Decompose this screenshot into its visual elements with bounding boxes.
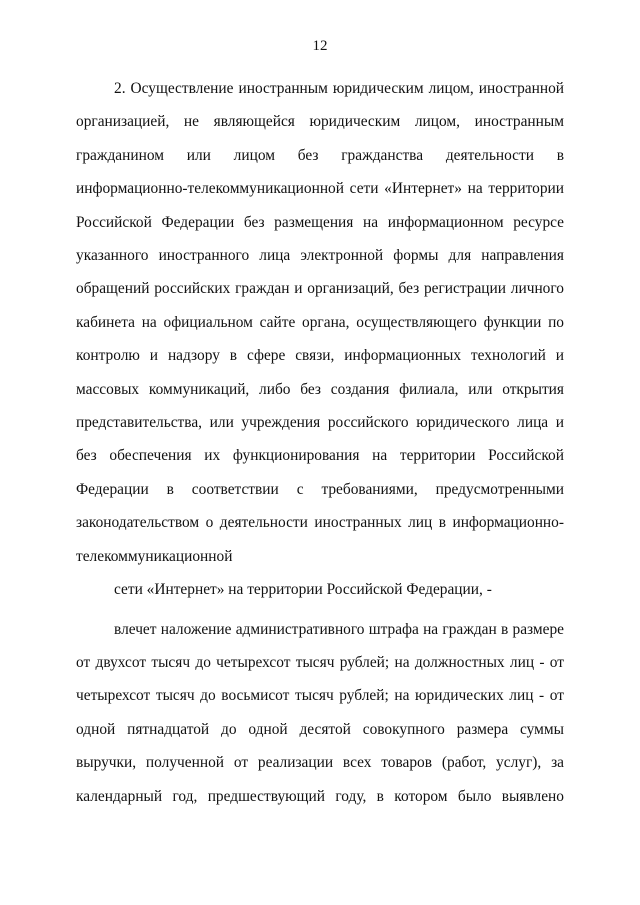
- paragraph-text: 2. Осуществление иностранным юридическим лицом, иностранной организацией, не являющейся юридическим лицом, иностранным гражданином или лицом без гражданства деятельности в информационно-телекоммуникационной сети «Интернет» на территории Российской Федерации без размещения на информационном ресурсе указанного иностранного лица электронной формы для направления обращений российских граждан и организаций, без регистрации личного кабинета на официальном сайте органа, осуществляющего функции по контролю и надзору в сфере связи, информационных технологий и массовых коммуникаций, либо без создания филиала, или открытия представительства, или учреждения российского юридического лица и без обеспечения их функционирования на территории Российской Федерации в соответствии с требованиями, предусмотренными законодательством о деятельности иностранных лиц в информационно-телекоммуникационной: [76, 80, 564, 565]
- paragraph-last-line: сети «Интернет» на территории Российской Федерации, -: [114, 581, 492, 599]
- paragraph-item-2: [76, 72, 564, 607]
- paragraph-text: влечет наложение административного штрафа на граждан в размере от двухсот тысяч до четырехсот тысяч рублей; на должностных лиц - от четырехсот тысяч до восьмисот тысяч рублей; на юридических лиц - от одной пятнадцатой до одной десятой совокупного размера суммы выручки, полученной от реализации всех товаров (работ, услуг), за календарный год, предшествующий году, в котором было выявлено: [76, 620, 564, 805]
- paragraph-penalty: [76, 613, 564, 813]
- page-number: 12: [312, 38, 328, 54]
- document-body: [76, 72, 564, 813]
